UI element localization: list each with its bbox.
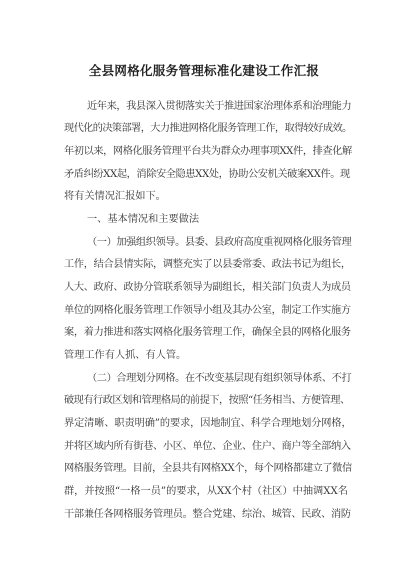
section-heading: 一、基本情况和主要做法 bbox=[87, 214, 200, 225]
paragraph-3-line-2: 破现有行政区划和管理格局的前提下，按照“任务相当、方便管理、 bbox=[64, 395, 350, 406]
paragraph-2-line-3: 人大、政府、政协分管联系领导为副组长，相关部门负责人为成员 bbox=[64, 282, 351, 293]
paragraph-2-line-4: 单位的网格化服务管理工作领导小组及其办公室，制定工作实施方 bbox=[64, 305, 351, 316]
paragraph-3-line-4: 并将区域内所有街巷、小区、单位、企业、住户、商户等全部纳入 bbox=[64, 441, 351, 452]
paragraph-3-line-3: 界定清晰、职责明确”的要求，因地制宜、科学合理地划分网格， bbox=[64, 418, 352, 429]
paragraph-3-line-5: 网格服务管理。目前，全县共有网格XX个，每个网格都建立了微信 bbox=[64, 463, 352, 474]
paragraph-3-line-7: 干部兼任各网格服务管理员。整合党建、综治、城管、民政、消防 bbox=[64, 509, 351, 520]
paragraph-2-line-5: 案，着力推进和落实网格化服务管理工作，确保全县的网格化服务 bbox=[64, 327, 351, 338]
paragraph-1-line-3: 年初以来，网格化服务管理平台共为群众办理事项XX件，排查化解 bbox=[64, 146, 352, 157]
paragraph-3-line-6: 群，并按照“一格一员”的要求，从XX个村（社区）中抽调XX名 bbox=[64, 486, 348, 497]
paragraph-1-line-2: 现代化的决策部署，大力推进网格化服务管理工作，取得较好成效。 bbox=[64, 123, 352, 134]
paragraph-2-line-6: 管理工作有人抓、有人管。 bbox=[64, 350, 187, 361]
paragraph-2-line-2: 工作，结合县情实际，调整充实了以县委常委、政法书记为组长， bbox=[64, 259, 351, 270]
document-title: 全县网格化服务管理标准化建设工作汇报 bbox=[88, 63, 320, 78]
paragraph-1-line-1: 近年来，我县深入贯彻落实关于推进国家治理体系和治理能力 bbox=[87, 101, 352, 112]
paragraph-1-line-5: 将有关情况汇报如下。 bbox=[64, 191, 166, 202]
paragraph-2-line-1: （一）加强组织领导。县委、县政府高度重视网格化服务管理 bbox=[87, 237, 352, 248]
paragraph-1-line-4: 矛盾纠纷XX起，消除安全隐患XX处，协助公安机关破案XX件。现 bbox=[64, 169, 350, 180]
paragraph-3-line-1: （二）合理划分网格。在不改变基层现有组织领导体系、不打 bbox=[87, 373, 352, 384]
